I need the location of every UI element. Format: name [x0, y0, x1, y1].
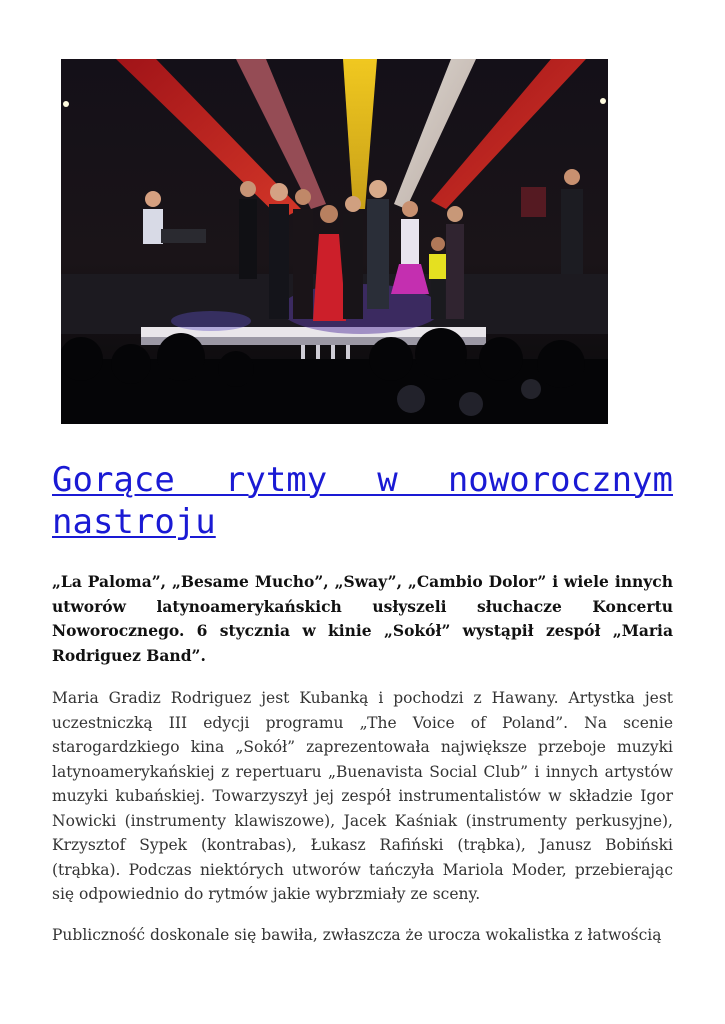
article-lead: „La Paloma”, „Besame Mucho”, „Sway”, „Cambio Dolor” i wiele innych utworów latynoamerykańskich usłyszeli słuchacze Koncertu Noworocznego. 6 stycznia w kinie „Sokół” wystąpił zespół „Maria Rodriguez Band”.: [52, 572, 673, 665]
article-title: [52, 459, 673, 543]
article-paragraph: Maria Gradiz Rodriguez jest Kubanką i pochodzi z Hawany. Artystka jest uczestniczką III edycji programu „The Voice of Poland”. Na scenie starogardzkiego kina „Sokół” zaprezentowała największe przeboje muzyki latynoamerykańskiej z repertuaru „Buenavista Social Club” i innych artystów muzyki kubańskiej. Towarzyszył jej zespół instrumentalistów w składzie Igor Nowicki (instrumenty klawiszowe), Jacek Kaśniak (instrumenty perkusyjne), Krzysztof Sypek (kontrabas), Łukasz Rafiński (trąbka), Janusz Bobiński (trąbka). Podczas niektórych utworów tańczyła Mariola Moder, przebierając się odpowiednio do rytmów jakie wybrzmiały ze sceny.: [52, 689, 673, 903]
article-title-link[interactable]: Gorące rytmy w noworocznym nastroju: [52, 460, 673, 542]
article-paragraph: Publiczność doskonale się bawiła, zwłaszcza że urocza wokalistka z łatwością: [52, 926, 662, 944]
concert-photo: [61, 59, 608, 424]
